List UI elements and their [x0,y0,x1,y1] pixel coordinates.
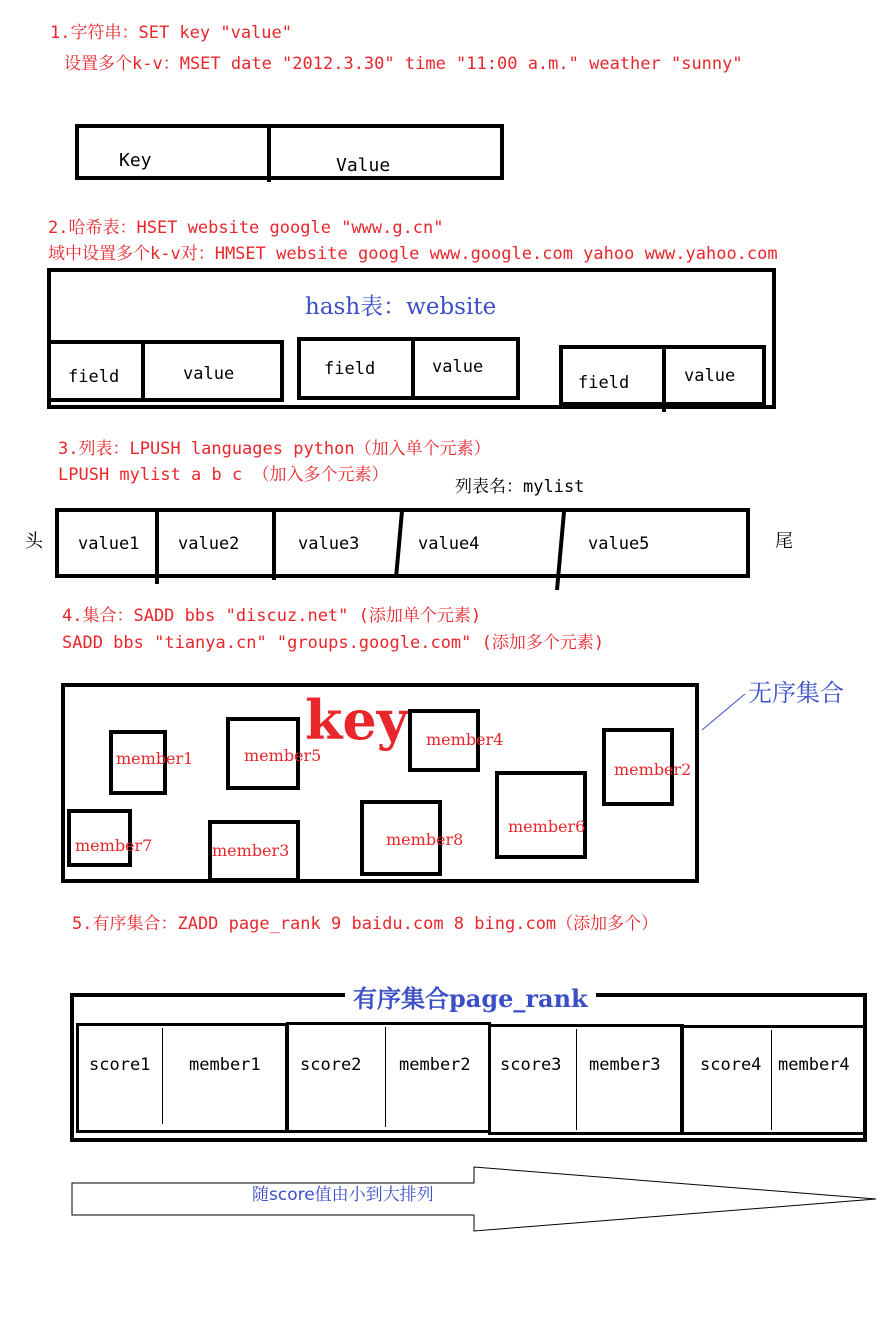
list-item-3: value3 [298,534,360,554]
set-member-4: member4 [426,730,504,749]
hash-value-2: value [432,357,484,377]
zset-name: 有序集合page_rank [345,987,596,1011]
zset-score-1: score1 [89,1055,151,1075]
list-title: 3.列表：LPUSH languages python（加入单个元素） [58,439,491,459]
zset-score-4: score4 [700,1055,762,1075]
list-name: 列表名：mylist [455,477,585,497]
zset-score-2: score2 [300,1055,362,1075]
list-tail-label: 尾 [775,531,793,552]
zset-member-4: member4 [778,1055,850,1075]
list-item-5: value5 [588,534,650,554]
hash-value-3: value [684,366,736,386]
string-key-label: Key [119,150,152,171]
hash-field-2: field [324,359,376,379]
string-title: 1.字符串：SET key "value" [50,23,292,43]
set-member-8: member8 [386,830,464,849]
string-value-label: Value [336,155,391,176]
set-member-7: member7 [75,836,153,855]
hash-title: 2.哈希表：HSET website google "www.g.cn" [48,218,444,238]
hash-field-3: field [578,373,630,393]
zset-title: 5.有序集合：ZADD page_rank 9 baidu.com 8 bing.com（添加多个） [72,914,659,934]
hash-name: hash表：website [305,294,497,320]
set-key: key [305,688,409,752]
zset-member-2: member2 [399,1055,471,1075]
hash-value-1: value [183,364,235,384]
set-title: 4.集合：SADD bbs "discuz.net" (添加单个元素) [62,606,482,626]
set-sadd-line: SADD bbs "tianya.cn" "groups.google.com" (添加多个元素) [62,633,605,653]
zset-score-3: score3 [500,1055,562,1075]
list-head-label: 头 [25,531,43,552]
zset-member-1: member1 [189,1055,261,1075]
list-lpush-line: LPUSH mylist a b c （加入多个元素） [58,465,389,485]
hash-hmset-line: 域中设置多个k-v对：HMSET website google www.google.com yahoo www.yahoo.com [48,244,778,264]
set-member-2: member2 [614,760,692,779]
list-item-4: value4 [418,534,480,554]
string-mset-line: 设置多个k-v：MSET date "2012.3.30" time "11:00 a.m." weather "sunny" [64,54,743,74]
set-member-1: member1 [116,749,194,768]
zset-arrow-label: 随score值由小到大排列 [252,1185,434,1205]
set-member-3: member3 [212,841,290,860]
set-member-5: member5 [244,746,322,765]
zset-member-3: member3 [589,1055,661,1075]
hash-field-1: field [68,367,120,387]
list-item-2: value2 [178,534,240,554]
list-item-1: value1 [78,534,140,554]
set-member-6: member6 [508,817,586,836]
set-unordered-label: 无序集合 [748,679,844,707]
